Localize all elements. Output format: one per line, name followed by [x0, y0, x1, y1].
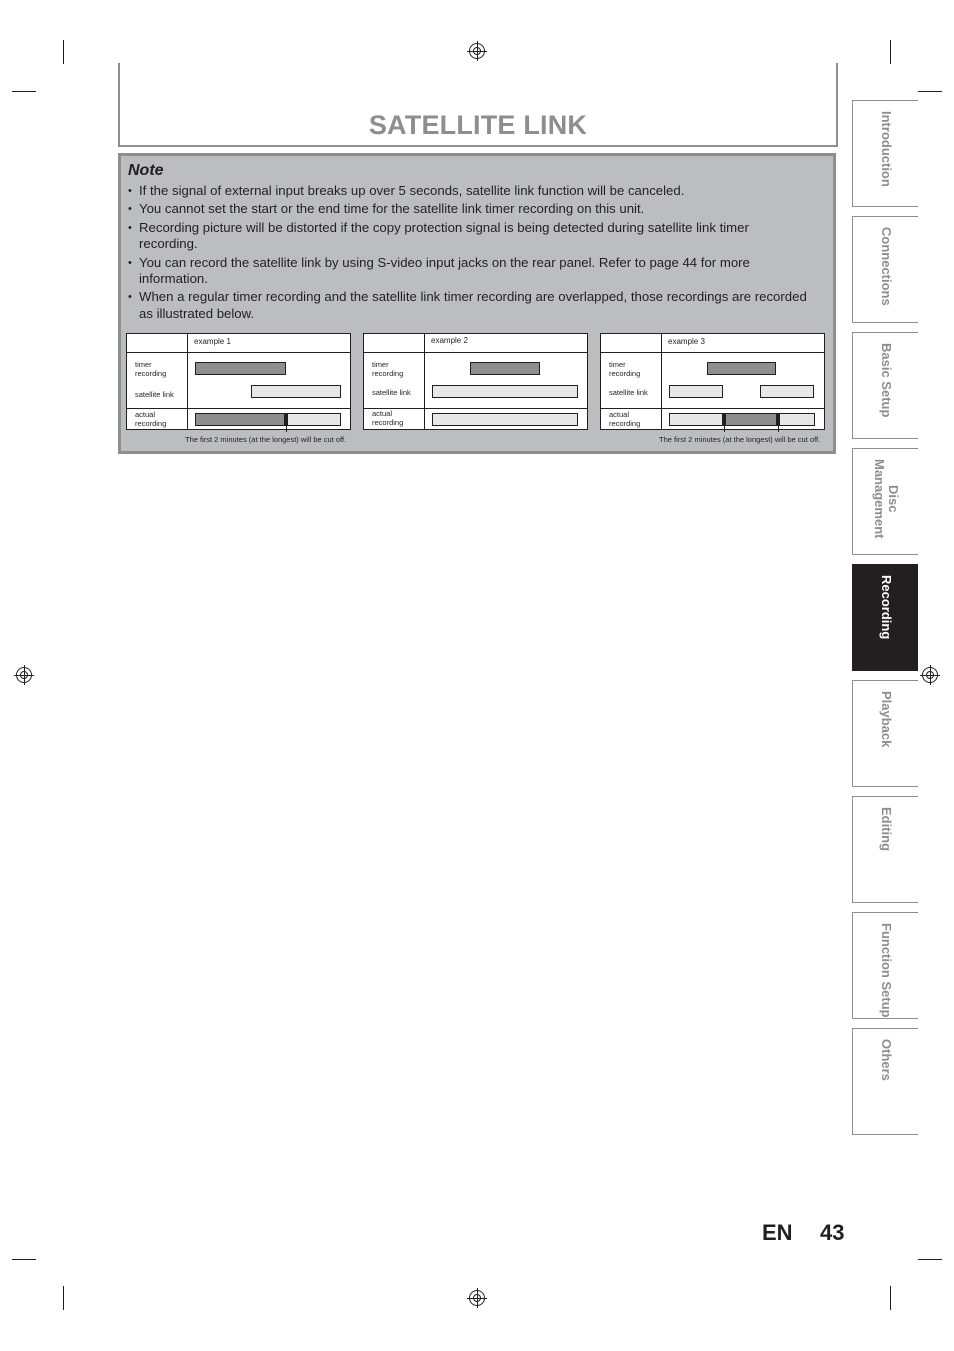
timer-recording-label: timer recording	[135, 360, 167, 378]
actual-recording-label: actual recording	[135, 410, 167, 428]
registration-mark-icon	[16, 667, 32, 683]
satellite-link-bar	[432, 385, 578, 398]
satellite-link-label: satellite link	[372, 388, 411, 397]
crop-mark	[890, 40, 891, 64]
timer-recording-bar	[470, 362, 540, 375]
tab-introduction[interactable]	[852, 100, 918, 207]
tab-recording[interactable]	[852, 564, 918, 671]
tab-others[interactable]	[852, 1028, 918, 1135]
actual-recording-label: actual recording	[609, 410, 641, 428]
actual-recording-label: actual recording	[372, 409, 404, 427]
example-title: example 1	[194, 337, 231, 346]
registration-mark-icon	[922, 667, 938, 683]
tab-playback[interactable]	[852, 680, 918, 787]
cut-off-tick	[286, 426, 287, 432]
satellite-link-bar	[760, 385, 814, 398]
timer-recording-label: timer recording	[609, 360, 641, 378]
example-header	[127, 334, 350, 353]
cut-off-note: The first 2 minutes (at the longest) will be cut off.	[659, 435, 821, 444]
satellite-link-label: satellite link	[609, 388, 648, 397]
tab-label: Editing	[879, 807, 894, 852]
note-item: • You can record the satellite link by using S-video input jacks on the rear panel. Refer to page 44 for more information.	[128, 255, 808, 288]
example-title: example 3	[668, 337, 705, 346]
tab-label: Disc Management	[872, 459, 901, 539]
satellite-link-label: satellite link	[135, 390, 174, 399]
language-code: EN	[762, 1220, 793, 1245]
tab-label: Recording	[879, 575, 894, 640]
note-item: • Recording picture will be distorted if the copy protection signal is being detected during satellite link timer recording.	[128, 220, 808, 253]
example-title: example 2	[431, 336, 468, 345]
tab-function-setup[interactable]	[852, 912, 918, 1019]
registration-mark-icon	[469, 1290, 485, 1306]
tab-label: Playback	[879, 691, 894, 748]
timer-recording-bar	[195, 362, 286, 375]
tab-editing[interactable]	[852, 796, 918, 903]
cut-off-marker	[722, 413, 726, 426]
example-header	[601, 334, 824, 353]
crop-mark	[918, 1259, 942, 1260]
divider	[364, 408, 587, 409]
registration-mark-icon	[469, 43, 485, 59]
note-item: • You cannot set the start or the end time for the satellite link timer recording on this unit.	[128, 201, 808, 217]
satellite-link-bar	[669, 385, 723, 398]
example-3-diagram	[600, 333, 825, 430]
page-number: 43	[820, 1220, 845, 1245]
example-2-diagram	[363, 333, 588, 430]
example-1-diagram	[126, 333, 351, 430]
cut-off-note: The first 2 minutes (at the longest) will be cut off.	[185, 435, 347, 444]
tab-label: Others	[879, 1039, 894, 1081]
actual-recording-timer-segment	[195, 413, 287, 426]
cut-off-tick	[778, 426, 779, 432]
crop-mark	[63, 40, 64, 64]
cut-off-tick	[724, 426, 725, 432]
note-heading: Note	[128, 162, 164, 179]
divider	[187, 334, 188, 430]
actual-recording-timer-segment	[723, 413, 779, 426]
tab-label: Function Setup	[879, 923, 894, 1018]
satellite-link-bar	[251, 385, 341, 398]
tab-connections[interactable]	[852, 216, 918, 323]
crop-mark	[63, 1286, 64, 1310]
note-list	[128, 183, 808, 324]
crop-mark	[12, 1259, 36, 1260]
divider	[601, 408, 824, 409]
divider	[127, 408, 350, 409]
tab-basic-setup[interactable]	[852, 332, 918, 439]
timer-recording-bar	[707, 362, 776, 375]
note-box	[118, 153, 836, 454]
crop-mark	[918, 91, 942, 92]
title-box	[118, 63, 838, 147]
crop-mark	[12, 91, 36, 92]
tab-label: Connections	[879, 227, 894, 306]
example-header	[364, 334, 587, 353]
actual-recording-bar	[432, 413, 578, 426]
cut-off-marker	[776, 413, 780, 426]
tab-label: Introduction	[879, 111, 894, 187]
tab-label: Basic Setup	[879, 343, 894, 418]
cut-off-marker	[284, 413, 288, 426]
tab-disc-management[interactable]	[852, 448, 918, 555]
divider	[661, 334, 662, 430]
page-title: SATELLITE LINK	[368, 110, 588, 140]
crop-mark	[890, 1286, 891, 1310]
divider	[424, 334, 425, 430]
timer-recording-label: timer recording	[372, 360, 404, 378]
note-item: • When a regular timer recording and the satellite link timer recording are overlapped, those recordings are recorded as illustrated below.	[128, 289, 808, 322]
note-item: • If the signal of external input breaks up over 5 seconds, satellite link function will be canceled.	[128, 183, 808, 199]
